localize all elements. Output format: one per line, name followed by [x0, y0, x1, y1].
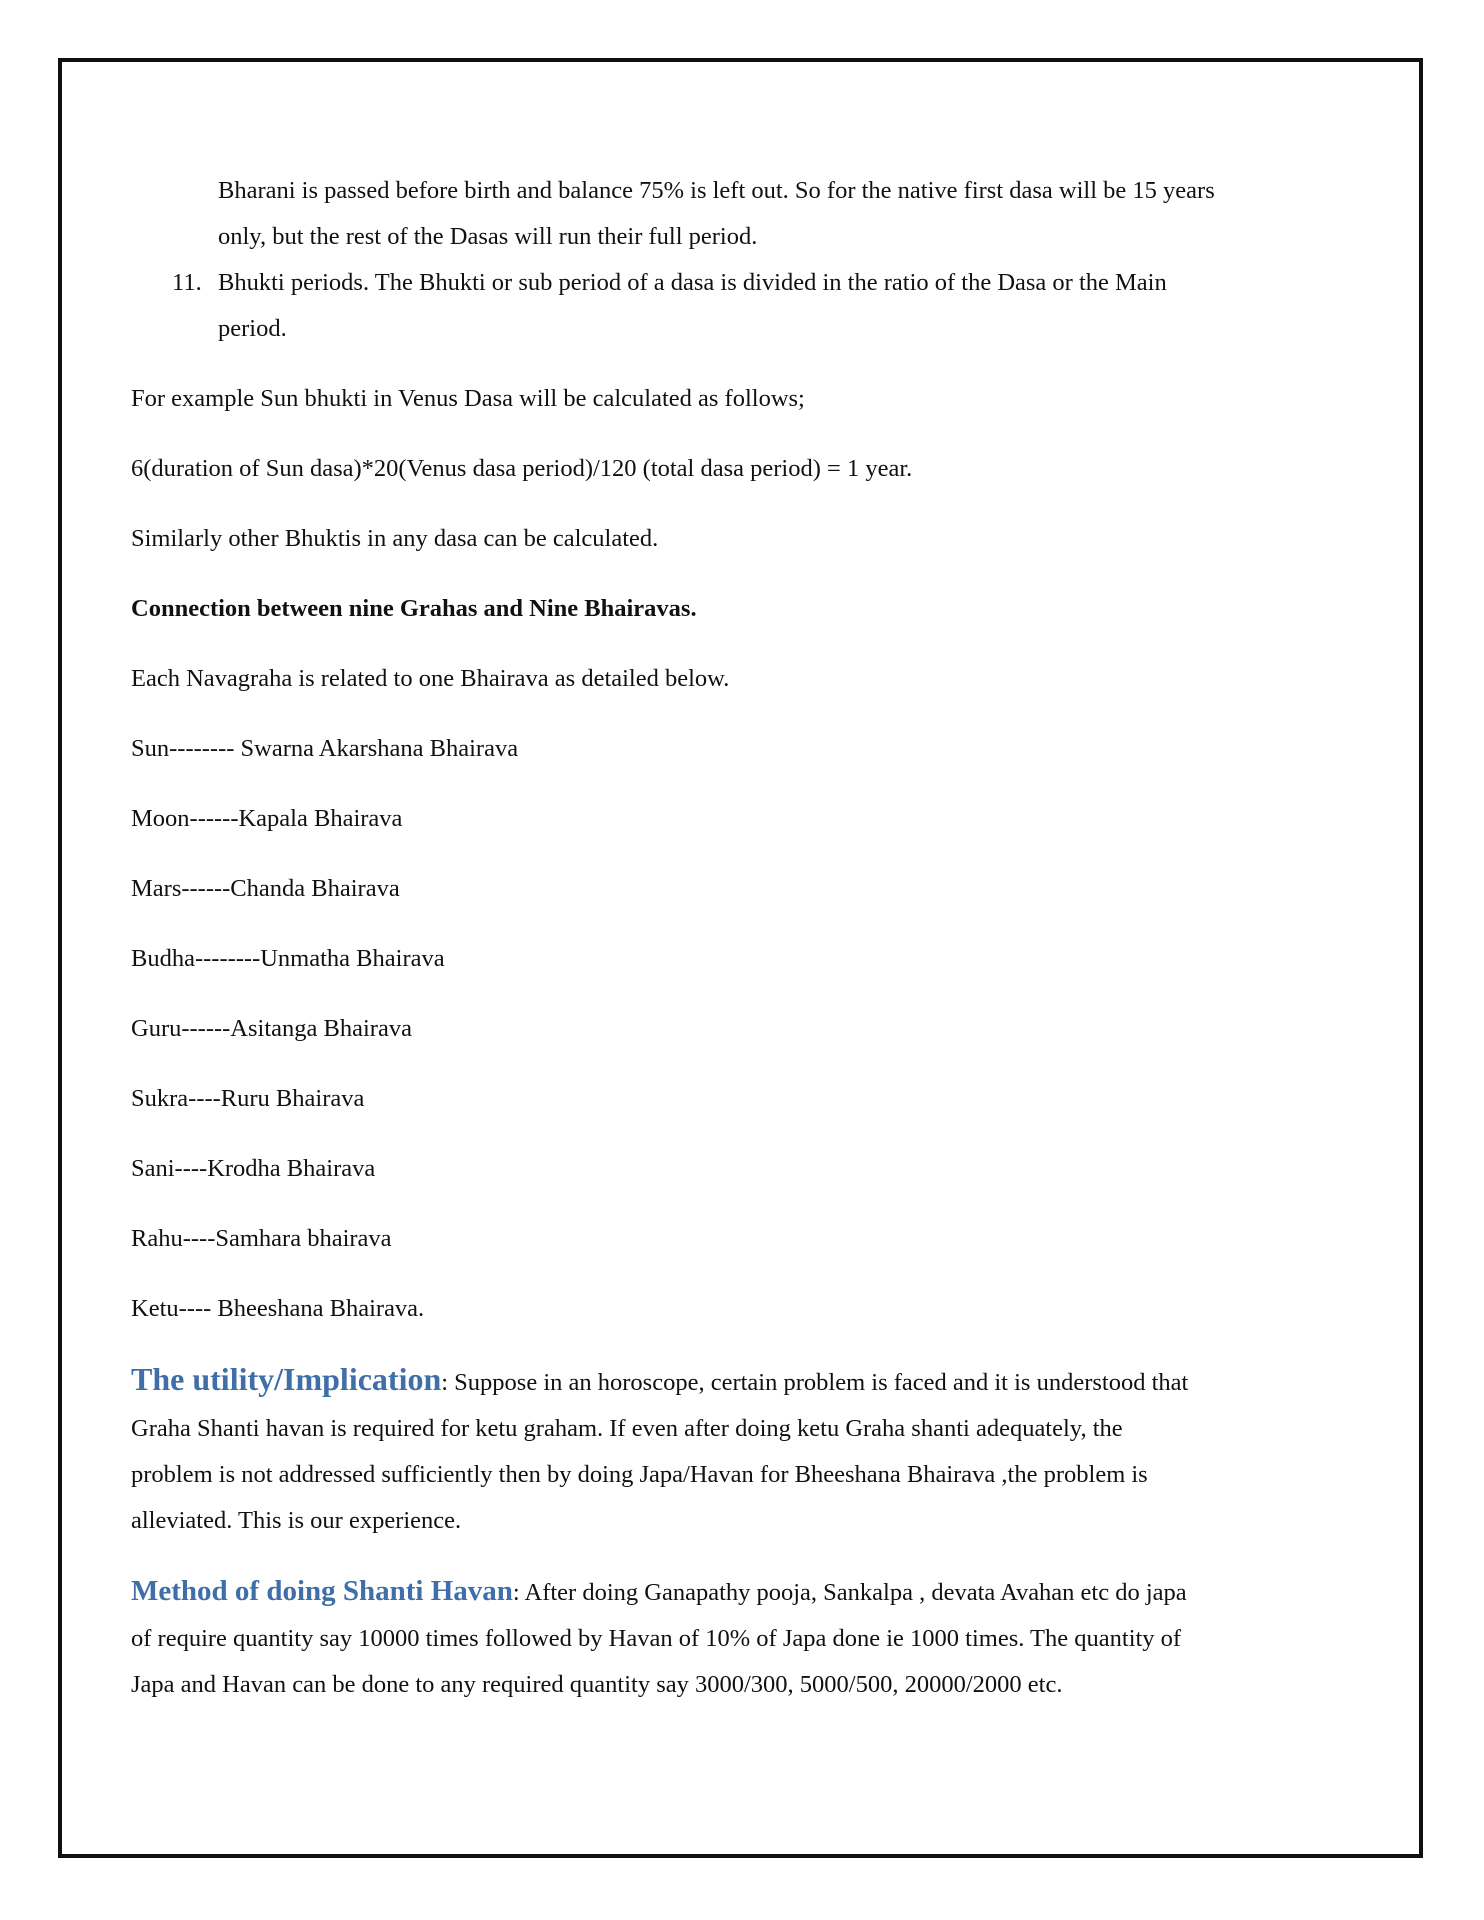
method-heading: Method of doing Shanti Havan [131, 1575, 513, 1607]
graha-row-ketu: Ketu---- Bheeshana Bhairava. [131, 1295, 425, 1322]
list-continuation [131, 168, 1311, 260]
method-line-2: of require quantity say 10000 times followed by Havan of 10% of Japa done ie 1000 times. The quantity of [131, 1625, 1182, 1652]
list-item-11 [131, 260, 1311, 352]
continuation-line-1: Bharani is passed before birth and balance 75% is left out. So for the native first dasa will be 15 years [218, 177, 1215, 204]
list-item-line-1: Bhukti periods. The Bhukti or sub period of a dasa is divided in the ratio of the Dasa or the Main [218, 269, 1167, 296]
connection-heading: Connection between nine Grahas and Nine Bhairavas. [131, 595, 697, 622]
graha-row-guru: Guru------Asitanga Bhairava [131, 1015, 412, 1042]
utility-text-1: : Suppose in an horoscope, certain problem is faced and it is understood that [441, 1369, 1189, 1396]
utility-line-1 [131, 1356, 1311, 1406]
graha-row-budha: Budha--------Unmatha Bhairava [131, 945, 445, 972]
graha-row-sun: Sun-------- Swarna Akarshana Bhairava [131, 735, 519, 762]
list-number: 11. [172, 269, 202, 296]
formula-paragraph: 6(duration of Sun dasa)*20(Venus dasa period)/120 (total dasa period) = 1 year. [131, 455, 913, 482]
list-item-line-2: period. [218, 315, 287, 342]
graha-bhairava-list [131, 726, 1311, 1332]
utility-line-4: alleviated. This is our experience. [131, 1507, 462, 1534]
method-line-3: Japa and Havan can be done to any required quantity say 3000/300, 5000/500, 20000/2000 etc. [131, 1671, 1063, 1698]
example-paragraph: For example Sun bhukti in Venus Dasa will be calculated as follows; [131, 385, 805, 412]
utility-heading: The utility/Implication [131, 1361, 442, 1397]
document-content [131, 168, 1311, 1708]
method-section [131, 1568, 1311, 1708]
graha-row-rahu: Rahu----Samhara bhairava [131, 1225, 392, 1252]
utility-line-2: Graha Shanti havan is required for ketu graham. If even after doing ketu Graha shanti adequately, the [131, 1415, 1123, 1442]
method-line-1 [131, 1568, 1311, 1616]
graha-row-mars: Mars------Chanda Bhairava [131, 875, 400, 902]
similarly-paragraph: Similarly other Bhuktis in any dasa can be calculated. [131, 525, 659, 552]
utility-line-3: problem is not addressed sufficiently then by doing Japa/Havan for Bheeshana Bhairava ,the problem is [131, 1461, 1148, 1488]
graha-row-moon: Moon------Kapala Bhairava [131, 805, 403, 832]
continuation-line-2: only, but the rest of the Dasas will run their full period. [218, 223, 758, 250]
navagraha-intro: Each Navagraha is related to one Bhairava as detailed below. [131, 665, 730, 692]
method-text-1: : After doing Ganapathy pooja, Sankalpa , devata Avahan etc do japa [512, 1579, 1187, 1606]
graha-row-sani: Sani----Krodha Bhairava [131, 1155, 376, 1182]
utility-section [131, 1356, 1311, 1544]
graha-row-sukra: Sukra----Ruru Bhairava [131, 1085, 365, 1112]
